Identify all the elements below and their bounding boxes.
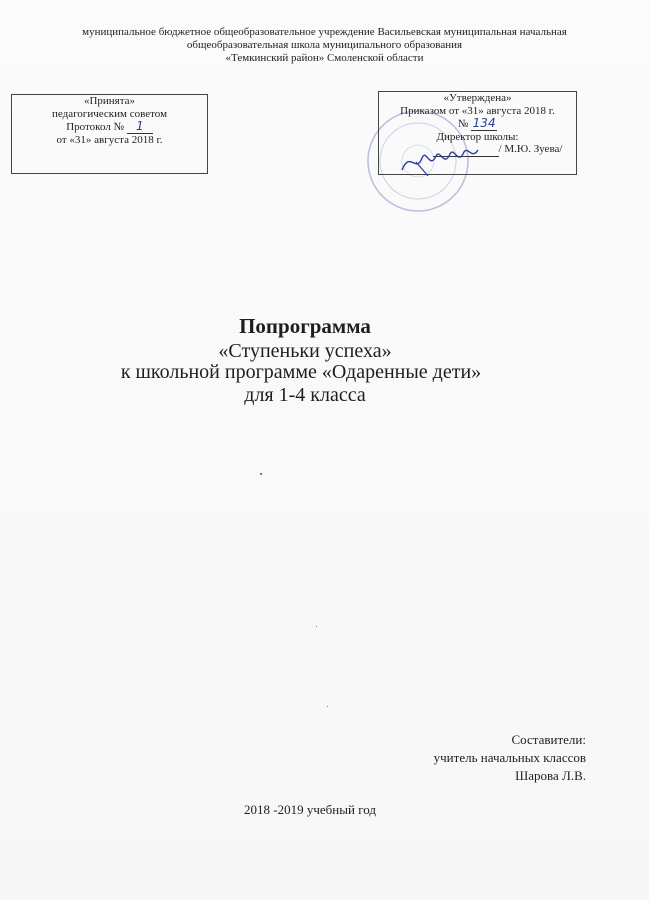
program-parent: к школьной программе «Одаренные дети» (120, 361, 482, 383)
protocol-number: 1 (127, 120, 153, 134)
approval-title: «Принята» (83, 95, 136, 107)
approval-box (11, 94, 208, 174)
institution-header (0, 26, 649, 65)
confirmation-order-number (379, 117, 576, 131)
document-title: Попрограмма (239, 314, 371, 338)
author-role: учитель начальных классов (433, 750, 586, 765)
signature-icon (398, 140, 482, 180)
order-number: 134 (472, 116, 496, 130)
director-label: Директор школы: (436, 130, 519, 143)
header-line-1: муниципальное бюджетное общеобразовательное учреждение Васильевская муниципальная начальная (82, 26, 567, 38)
director-name: / М.Ю. Зуева/ (498, 143, 563, 155)
approval-council: педагогическим советом (51, 107, 168, 120)
author-name: Шарова Л.В. (515, 768, 586, 783)
program-name: «Ступеньки успеха» (218, 340, 392, 362)
authors-block (434, 731, 586, 785)
speck-dot (327, 706, 328, 707)
header-line-2: общеобразовательная школа муниципального образования (186, 39, 463, 51)
confirmation-title: «Утверждена» (443, 92, 512, 104)
order-label: № (457, 118, 469, 130)
protocol-label: Протокол № (66, 121, 125, 133)
program-grades: для 1-4 класса (244, 384, 366, 406)
approval-protocol (12, 120, 207, 134)
speck-dot (316, 626, 317, 627)
confirmation-order: Приказом от «31» августа 2018 г. (400, 104, 555, 117)
speck-dot (260, 473, 262, 475)
authors-label: Составители: (511, 732, 586, 747)
approval-date: от «31» августа 2018 г. (56, 133, 163, 146)
academic-year: 2018 -2019 учебный год (244, 802, 376, 817)
header-line-3: «Темкинский район» Смоленской области (225, 52, 424, 64)
